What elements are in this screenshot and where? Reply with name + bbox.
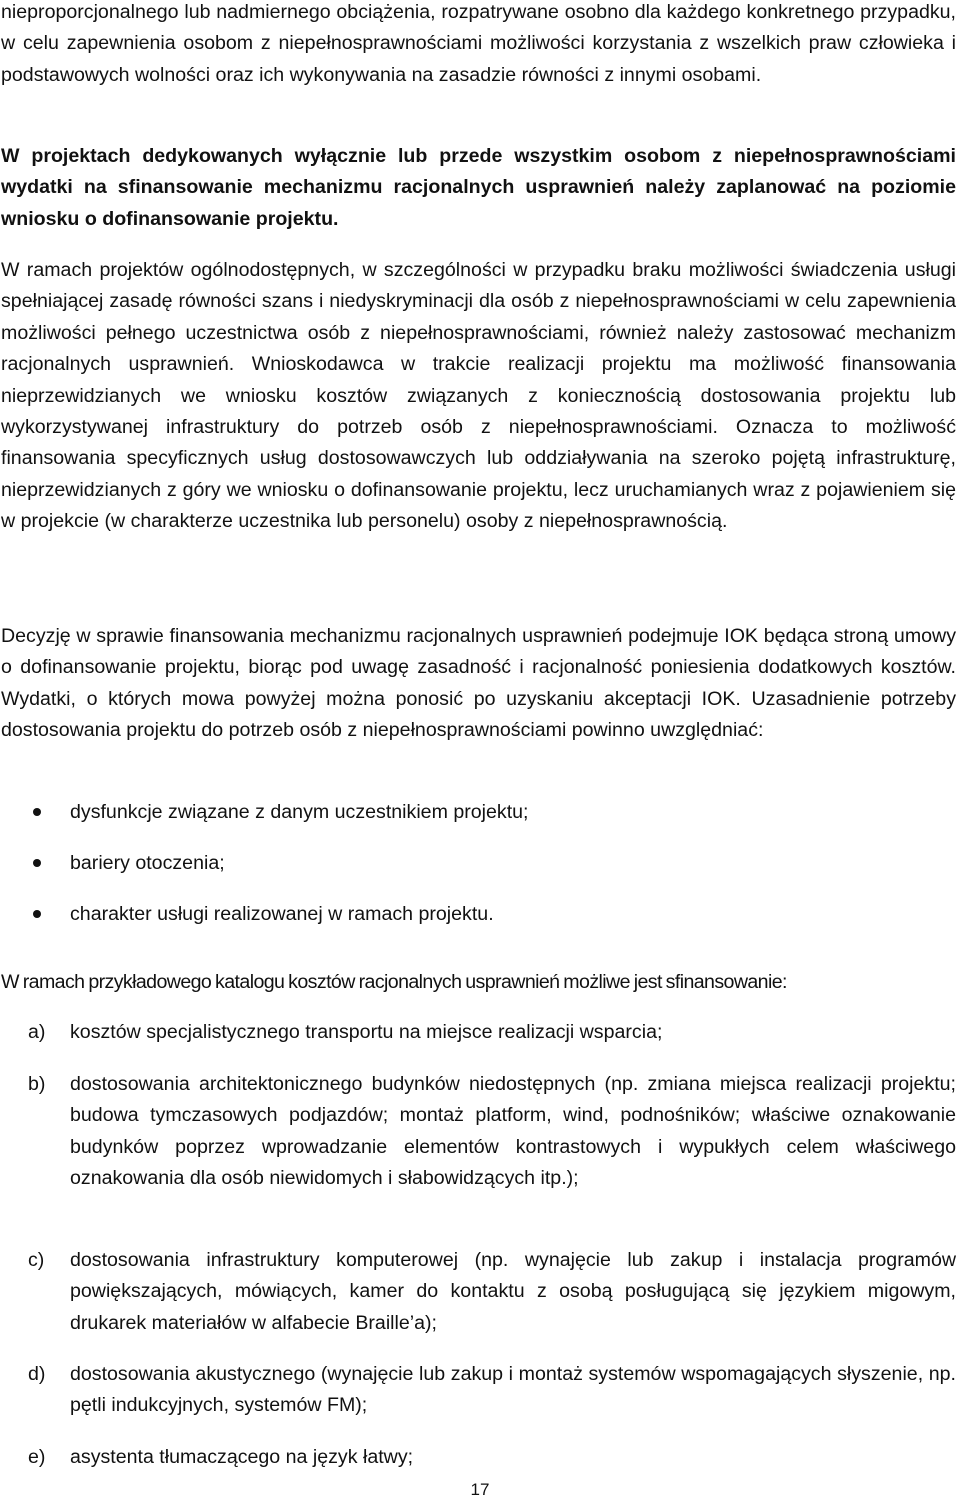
list-item: [0, 797, 956, 848]
list-item: [0, 1442, 956, 1476]
list-marker: d): [28, 1363, 46, 1385]
list-item-text: asystenta tłumaczącego na język łatwy;: [70, 1446, 414, 1468]
bullet-icon: [33, 910, 41, 918]
page-number: 17: [470, 1480, 490, 1499]
bullet-icon: [33, 859, 41, 867]
cost-catalog-list: [0, 1017, 956, 1476]
bullet-text: bariery otoczenia;: [70, 852, 225, 874]
list-item: [0, 1245, 956, 1359]
paragraph-catalog-intro: W ramach przykładowego katalogu kosztów racjonalnych usprawnień możliwe jest sfinansowanie:: [1, 971, 787, 993]
bullet-icon: [33, 808, 41, 816]
list-item-text: dostosowania architektonicznego budynków niedostępnych (np. zmiana miejsca realizacji projektu; budowa tymczasowych podjazdów; montaż platform, wind, podnośników; właściwe oznakowanie budynków poprzez wprowadzanie elementów kontrastowych i wypukłych celem właściwego oznakowania dla osób niewidomych i słabowidzących itp.);: [70, 1073, 956, 1190]
list-marker: a): [28, 1021, 46, 1043]
list-item: [0, 1069, 956, 1245]
list-marker: c): [28, 1249, 45, 1271]
paragraph-rights-continuation: nieproporcjonalnego lub nadmiernego obciążenia, rozpatrywane osobno dla każdego konkretnego przypadku, w celu zapewnienia osobom z niepełnosprawnościami możliwości korzystania z wszelkich praw człowieka i podstawowych wolności oraz ich wykonywania na zasadzie równości z innymi osobami.: [1, 1, 956, 86]
list-item-text: kosztów specjalistycznego transportu na miejsce realizacji wsparcia;: [70, 1021, 663, 1043]
list-marker: e): [28, 1446, 46, 1468]
bullet-text: dysfunkcje związane z danym uczestnikiem projektu;: [70, 801, 529, 823]
list-item: [0, 1017, 956, 1069]
list-item-text: dostosowania infrastruktury komputerowej (np. wynajęcie lub zakup i instalacja programów powiększających, mówiących, kamer do kontaktu z osobą posługującą się językiem migowym, drukarek materiałów w alfabecie Braille’a);: [70, 1249, 956, 1334]
list-item-text: dostosowania akustycznego (wynajęcie lub zakup i montaż systemów wspomagających słyszenie, np. pętli indukcyjnych, systemów FM);: [70, 1363, 956, 1417]
list-item: [0, 899, 956, 950]
list-marker: b): [28, 1073, 46, 1095]
justification-bullet-list: [0, 797, 956, 950]
list-item: [0, 1359, 956, 1442]
paragraph-open-projects: W ramach projektów ogólnodostępnych, w szczególności w przypadku braku możliwości świadczenia usługi spełniającej zasadę równości szans i niedyskryminacji dla osób z niepełnosprawnościami w celu zapewnienia możliwości pełnego uczestnictwa osób z niepełnosprawnościami, również należy zastosować mechanizm racjonalnych usprawnień. Wnioskodawca w trakcie realizacji projektu ma możliwość finansowania nieprzewidzianych we wniosku kosztów związanych z koniecznością dostosowania projektu lub wykorzystywanej infrastruktury do potrzeb osób z niepełnosprawnościami. Oznacza to możliwość finansowania specyficznych usług dostosowawczych lub oddziaływania na szeroko pojętą infrastrukturę, nieprzewidzianych z góry we wniosku o dofinansowanie projektu, lecz uruchamianych wraz z pojawieniem się w projekcie (w charakterze uczestnika lub personelu) osoby z niepełnosprawnością.: [1, 259, 956, 533]
paragraph-iok-decision: Decyzję w sprawie finansowania mechanizmu racjonalnych usprawnień podejmuje IOK będąca stroną umowy o dofinansowanie projektu, biorąc pod uwagę zasadność i racjonalność poniesienia dodatkowych kosztów. Wydatki, o których mowa powyżej można ponosić po uzyskaniu akceptacji IOK. Uzasadnienie potrzeby dostosowania projektu do potrzeb osób z niepełnosprawnościami powinno uwzględniać:: [1, 625, 956, 742]
paragraph-dedicated-projects: W projektach dedykowanych wyłącznie lub przede wszystkim osobom z niepełnosprawnościami wydatki na sfinansowanie mechanizmu racjonalnych usprawnień należy zaplanować na poziomie wniosku o dofinansowanie projektu.: [1, 145, 956, 230]
list-item: [0, 848, 956, 899]
bullet-text: charakter usługi realizowanej w ramach projektu.: [70, 903, 494, 925]
